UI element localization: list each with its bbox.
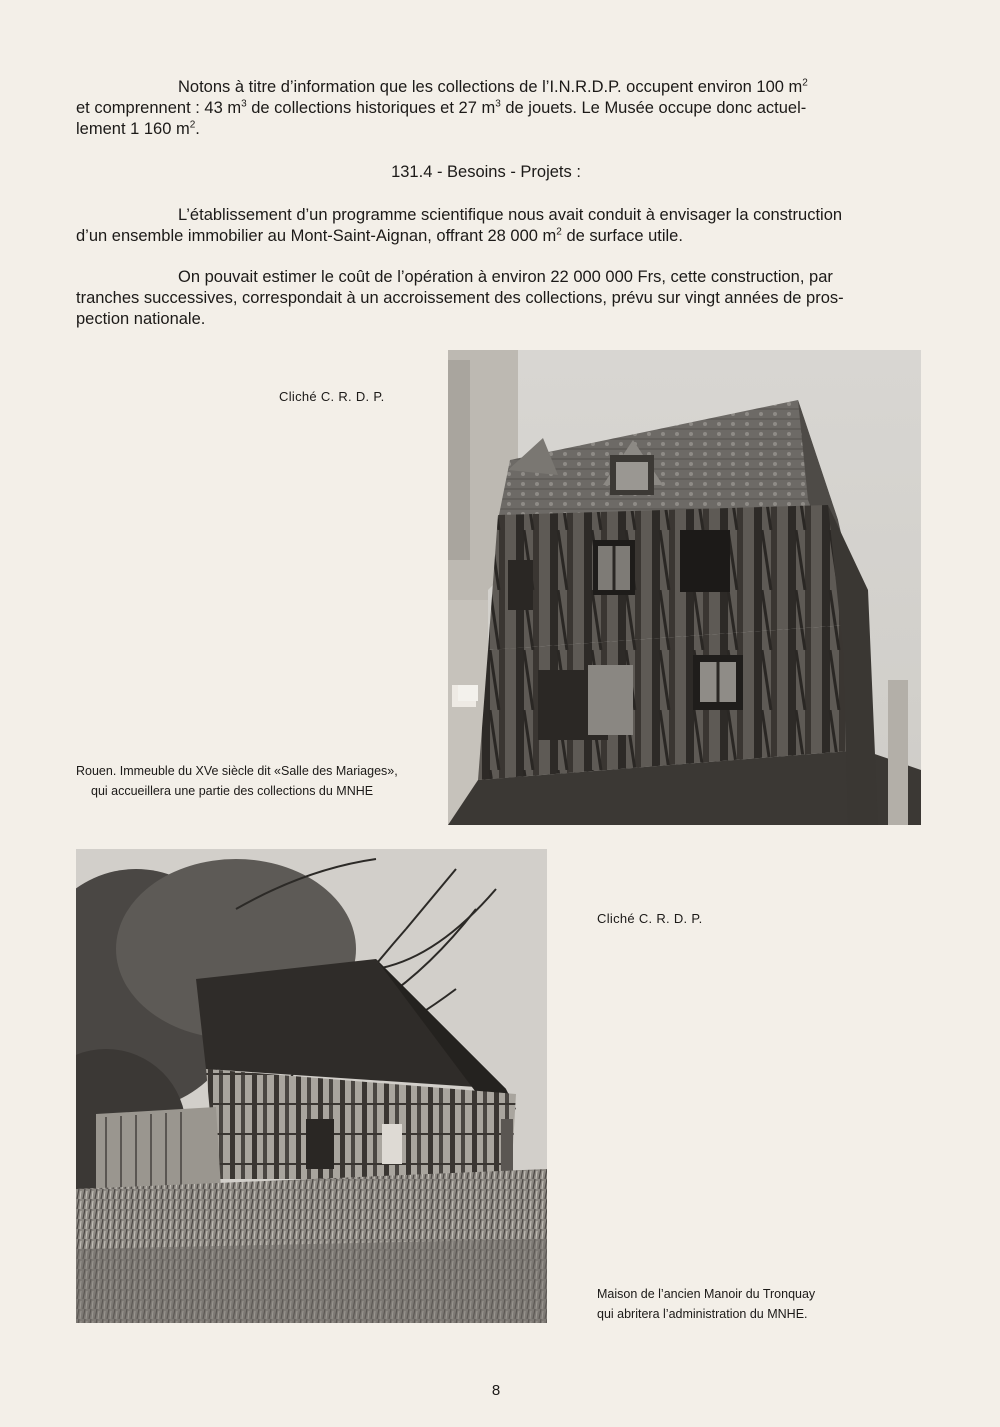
figure-caption-2: Maison de l’ancien Manoir du Tronquay qui abritera l’administration du MNHE.: [597, 1287, 816, 1321]
paragraph-programme: L’établissement d’un programme scientifique nous avait conduit à envisager la construction d’un ensemble immobilier au Mont-Saint-Aignan, offrant 28 000 $m^2$ de surface utile.: [76, 206, 843, 245]
paragraph-collections: Notons à titre d’information que les collections de l’I.N.R.D.P. occupent environ 100 $m^2$ et comprennent : 43 $m^3$ de collections historiques et 27 $m^3$ de jouets. Le Musée occupe donc actuel- lement 1 160 $m^2$.: [76, 77, 808, 138]
photo-half-timbered-building: [448, 350, 921, 825]
photo-manor-house: [76, 849, 547, 1323]
page-number: 8: [491, 1382, 501, 1399]
photo-credit-1: Cliché C. R. D. P.: [279, 389, 385, 404]
building-photo-illustration: [448, 350, 921, 825]
paragraph-cost: On pouvait estimer le coût de l’opération à environ 22 000 000 Frs, cette construction, par tranches successives, correspondait à un accroissement des collections, prévu sur vingt années de pros- pection nationale.: [76, 268, 844, 328]
figure-caption-1: Rouen. Immeuble du XVe siècle dit «Salle des Mariages», qui accueillera une partie des collections du MNHE: [76, 764, 398, 798]
photo-credit-2: Cliché C. R. D. P.: [597, 911, 703, 926]
manor-photo-illustration: [76, 849, 547, 1323]
section-heading: 131.4 - Besoins - Projets :: [391, 163, 581, 181]
